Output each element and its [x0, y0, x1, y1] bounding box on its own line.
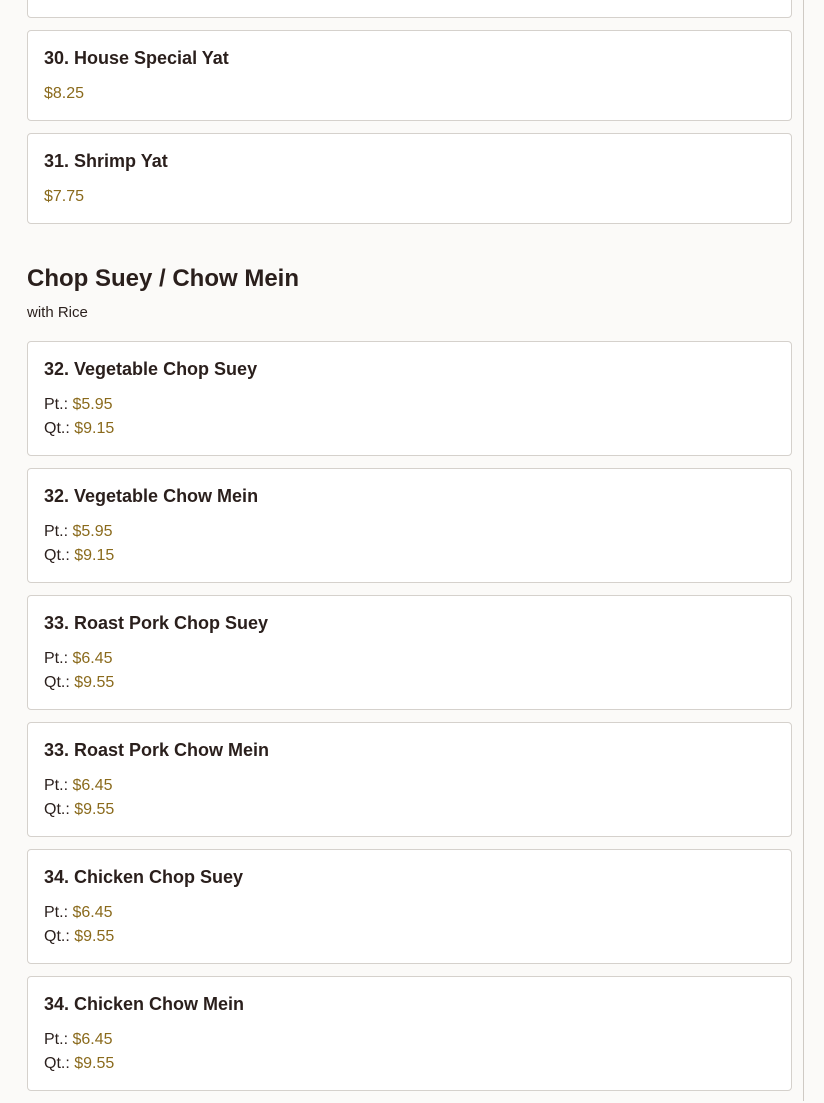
- pint-price-line: [44, 774, 775, 798]
- menu-item-name: 30. House Special Yat: [44, 48, 229, 68]
- quart-label: Qt.:: [44, 928, 70, 945]
- quart-price-line: [44, 417, 775, 441]
- pint-price-line: [44, 393, 775, 417]
- pint-price-line: [44, 1028, 775, 1052]
- menu-item-name: 32. Vegetable Chop Suey: [44, 359, 258, 379]
- pint-price-line: [44, 520, 775, 544]
- quart-price: $9.55: [74, 674, 115, 691]
- quart-price-line: [44, 544, 775, 568]
- pint-label: Pt.:: [44, 1031, 69, 1048]
- quart-price-line: [44, 925, 775, 949]
- quart-label: Qt.:: [44, 674, 70, 691]
- pint-price: $5.95: [72, 396, 113, 413]
- quart-price: $9.55: [74, 928, 115, 945]
- pint-price-line: [44, 901, 775, 925]
- pint-price: $6.45: [72, 904, 113, 921]
- quart-price-line: [44, 798, 775, 822]
- pint-price: $5.95: [72, 523, 113, 540]
- pint-price-line: [44, 647, 775, 671]
- section-subtitle: with Rice: [27, 304, 88, 321]
- pint-label: Pt.:: [44, 523, 69, 540]
- menu-item-card[interactable]: [27, 30, 792, 121]
- quart-price: $9.55: [74, 801, 115, 818]
- menu-item-name: 32. Vegetable Chow Mein: [44, 486, 259, 506]
- menu-item-name: 34. Chicken Chop Suey: [44, 867, 244, 887]
- quart-label: Qt.:: [44, 420, 70, 437]
- menu-item-name: 31. Shrimp Yat: [44, 151, 168, 171]
- menu-item-card[interactable]: [27, 468, 792, 583]
- pint-price: $6.45: [72, 1031, 113, 1048]
- pint-price: $6.45: [72, 650, 113, 667]
- quart-label: Qt.:: [44, 547, 70, 564]
- menu-item-price: $7.75: [44, 188, 85, 205]
- menu-page: [27, 0, 792, 1103]
- menu-item-name: 33. Roast Pork Chop Suey: [44, 613, 269, 633]
- menu-item-card[interactable]: [27, 976, 792, 1091]
- quart-label: Qt.:: [44, 801, 70, 818]
- menu-item-price: $8.25: [44, 85, 85, 102]
- menu-item-name: 34. Chicken Chow Mein: [44, 994, 245, 1014]
- menu-item-card[interactable]: [27, 341, 792, 456]
- quart-price: $9.55: [74, 1055, 115, 1072]
- menu-item-card-partial[interactable]: [27, 0, 792, 18]
- pint-label: Pt.:: [44, 396, 69, 413]
- pint-label: Pt.:: [44, 650, 69, 667]
- scrollbar-track[interactable]: [803, 0, 804, 1101]
- quart-price: $9.15: [74, 547, 115, 564]
- quart-price-line: [44, 671, 775, 695]
- menu-item-card[interactable]: [27, 133, 792, 224]
- pint-label: Pt.:: [44, 777, 69, 794]
- quart-price-line: [44, 1052, 775, 1076]
- section-heading: Chop Suey / Chow Mein: [27, 265, 300, 292]
- menu-item-card[interactable]: [27, 722, 792, 837]
- menu-item-card[interactable]: [27, 849, 792, 964]
- pint-price: $6.45: [72, 777, 113, 794]
- quart-label: Qt.:: [44, 1055, 70, 1072]
- menu-item-card[interactable]: [27, 595, 792, 710]
- pint-label: Pt.:: [44, 904, 69, 921]
- quart-price: $9.15: [74, 420, 115, 437]
- menu-item-name: 33. Roast Pork Chow Mein: [44, 740, 270, 760]
